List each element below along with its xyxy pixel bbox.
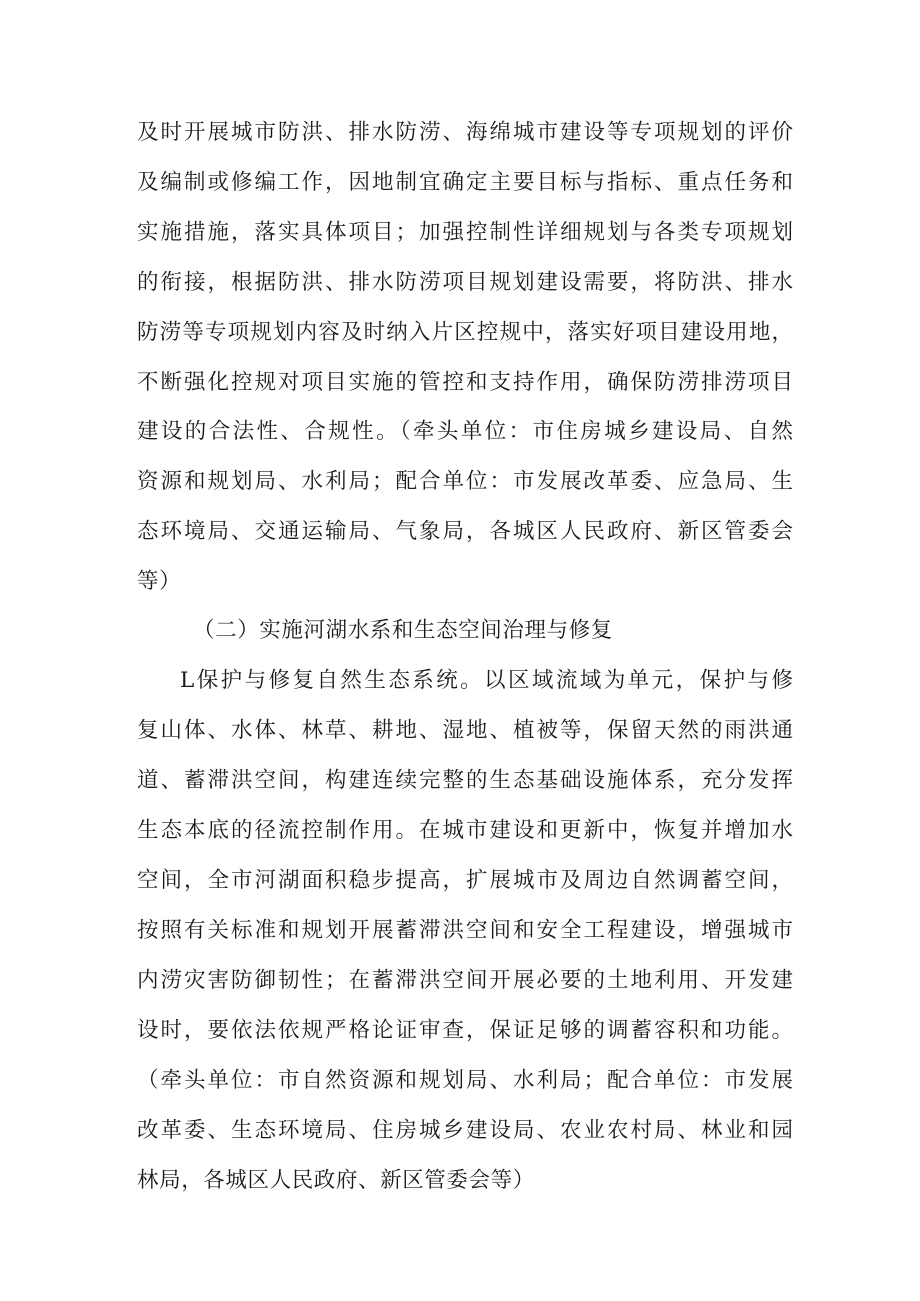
paragraph-line: 内涝灾害防御韧性；在蓄滞洪空间开展必要的土地利用、开发建: [137, 968, 793, 993]
paragraph-line: 不断强化控规对项目实施的管控和支持作用，确保防涝排涝项目: [137, 370, 793, 395]
paragraph-line: 的衔接，根据防洪、排水防涝项目规划建设需要，将防洪、排水: [137, 270, 793, 295]
paragraph-line: 资源和规划局、水利局；配合单位：市发展改革委、应急局、生: [137, 469, 793, 494]
paragraph-line: （牵头单位：市自然资源和规划局、水利局；配合单位：市发展: [137, 1068, 793, 1093]
paragraph-line: L保护与修复自然生态系统。以区域流域为单元，保护与修: [180, 668, 793, 693]
paragraph-line: 改革委、生态环境局、住房城乡建设局、农业农村局、林业和园: [137, 1118, 793, 1143]
section-heading: （二）实施河湖水系和生态空间治理与修复: [193, 618, 613, 643]
paragraph-line: 实施措施，落实具体项目；加强控制性详细规划与各类专项规划: [137, 220, 793, 245]
paragraph-line: 及时开展城市防洪、排水防涝、海绵城市建设等专项规划的评价: [137, 120, 793, 145]
paragraph-line: 按照有关标准和规划开展蓄滞洪空间和安全工程建设，增强城市: [137, 918, 793, 943]
paragraph-line: 林局，各城区人民政府、新区管委会等）: [137, 1168, 535, 1193]
paragraph-line: 态环境局、交通运输局、气象局，各城区人民政府、新区管委会: [137, 519, 793, 544]
paragraph-line: 生态本底的径流控制作用。在城市建设和更新中，恢复并增加水: [137, 818, 793, 843]
paragraph-line: 设时，要依法依规严格论证审查，保证足够的调蓄容积和功能。: [137, 1018, 793, 1043]
paragraph-line: 及编制或修编工作，因地制宜确定主要目标与指标、重点任务和: [137, 170, 793, 195]
paragraph-line: 建设的合法性、合规性。（牵头单位：市住房城乡建设局、自然: [137, 419, 793, 444]
paragraph-line: 空间，全市河湖面积稳步提高，扩展城市及周边自然调蓄空间，: [137, 868, 793, 893]
paragraph-line: 防涝等专项规划内容及时纳入片区控规中，落实好项目建设用地，: [137, 320, 793, 345]
paragraph-line: 道、蓄滞洪空间，构建连续完整的生态基础设施体系，充分发挥: [137, 768, 793, 793]
paragraph-line: 复山体、水体、林草、耕地、湿地、植被等，保留天然的雨洪通: [137, 718, 793, 743]
paragraph-line: 等）: [137, 569, 182, 594]
